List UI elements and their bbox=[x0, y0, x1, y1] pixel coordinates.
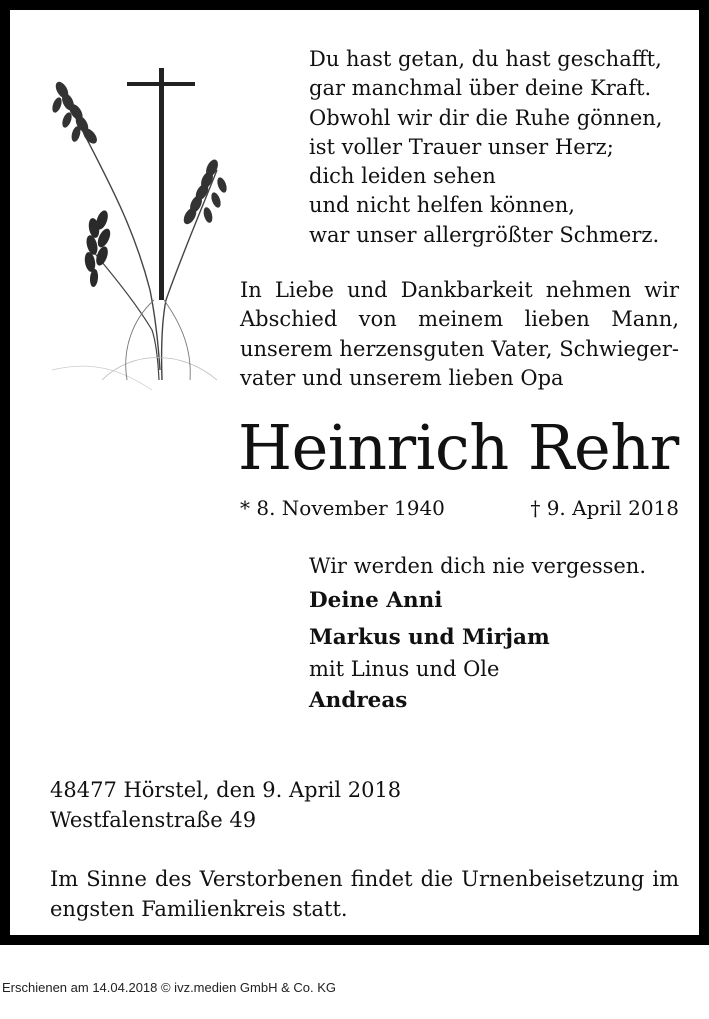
mourner-son: Andreas bbox=[309, 688, 408, 713]
poem-line: und nicht helfen können, bbox=[309, 193, 575, 218]
address-line: 48477 Hörstel, den 9. April 2018 bbox=[50, 778, 402, 802]
mourner-grandchildren: mit Linus und Ole bbox=[309, 657, 500, 681]
poem-line: ist voller Trauer unser Herz; bbox=[309, 134, 614, 159]
publication-footer: Erschienen am 14.04.2018 © ivz.medien GmbH & Co. KG bbox=[2, 980, 337, 995]
intro-text bbox=[240, 276, 679, 393]
intro-line: Abschied von meinem lieben Mann, bbox=[240, 307, 679, 332]
address-line: Westfalenstraße 49 bbox=[50, 807, 257, 832]
poem-line: gar manchmal über deine Kraft. bbox=[309, 76, 652, 101]
burial-notice bbox=[50, 865, 679, 924]
mourner-wife: Deine Anni bbox=[309, 588, 443, 613]
birth-date: * 8. November 1940 bbox=[240, 496, 445, 520]
poem-line: Du hast getan, du hast geschafft, bbox=[309, 47, 662, 71]
poem-line: Obwohl wir dir die Ruhe gönnen, bbox=[309, 105, 663, 130]
deceased-name: Heinrich Rehr bbox=[238, 411, 679, 484]
poem bbox=[309, 45, 689, 250]
poem-line: dich leiden sehen bbox=[309, 164, 496, 189]
intro-line: vater und unserem lieben Opa bbox=[240, 365, 564, 390]
mourners bbox=[309, 550, 689, 719]
notice-line: engsten Familienkreis statt. bbox=[50, 896, 348, 921]
intro-line: unserem herzensguten Vater, Schwieger- bbox=[240, 336, 679, 361]
cross-with-wheat-icon bbox=[32, 50, 237, 400]
intro-line: In Liebe und Dankbarkeit nehmen wir bbox=[240, 278, 679, 302]
poem-line: war unser allergrößter Schmerz. bbox=[309, 222, 660, 247]
death-date: † 9. April 2018 bbox=[530, 496, 679, 520]
address bbox=[50, 776, 690, 835]
notice-line: Im Sinne des Verstorbenen findet die Urnenbeisetzung im bbox=[50, 867, 679, 891]
mourner-children: Markus und Mirjam bbox=[309, 625, 550, 650]
closing-line: Wir werden dich nie vergessen. bbox=[309, 554, 647, 578]
